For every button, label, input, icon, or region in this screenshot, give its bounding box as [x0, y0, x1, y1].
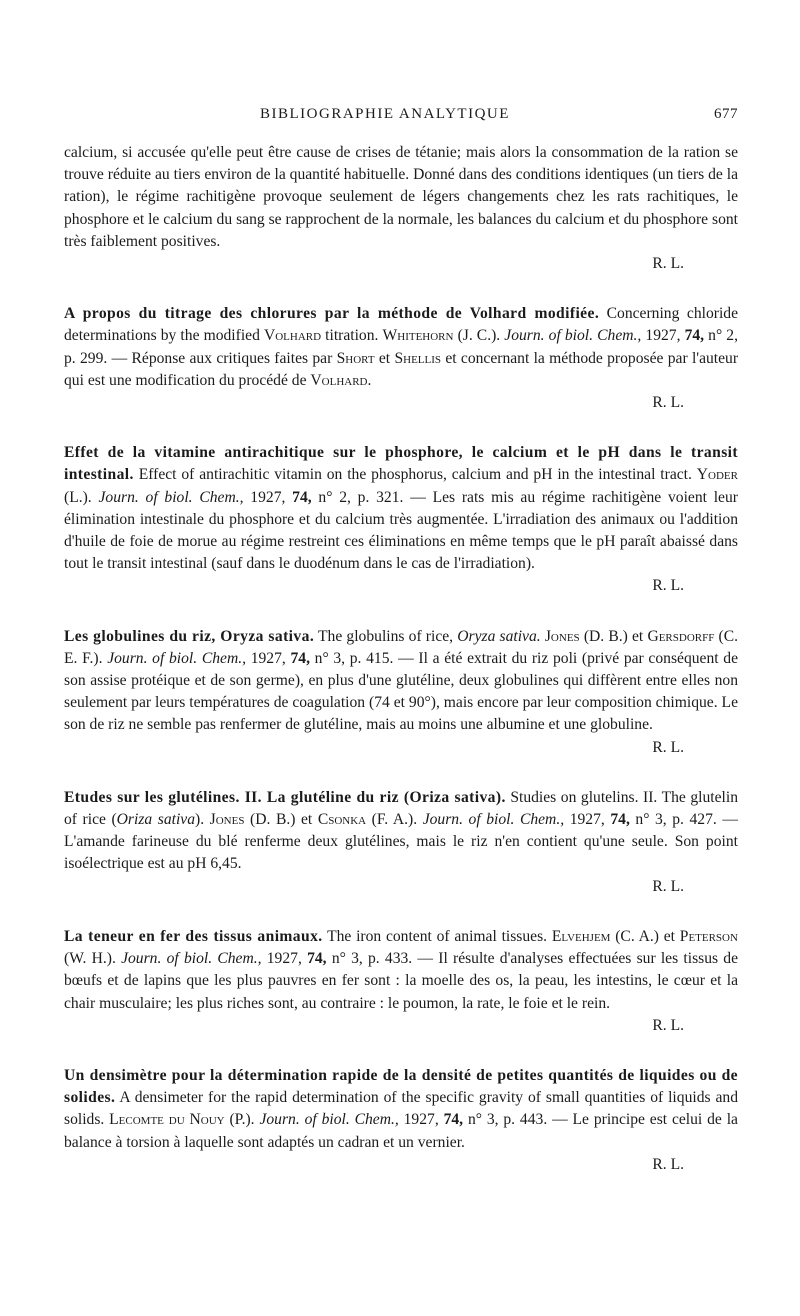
entry-issue: n° 2, p. 321. — — [318, 488, 426, 506]
bibliography-entry — [64, 303, 738, 414]
page — [64, 0, 738, 1316]
entry-author: Peterson — [679, 927, 738, 945]
entry-volume: 74, — [292, 488, 312, 506]
entry-issue: n° 3, p. 433. — — [331, 950, 434, 968]
entry-initials: (P.). — [229, 1111, 255, 1129]
entry-initials: (C. E. F.). — [64, 627, 739, 667]
entry-title — [64, 789, 506, 806]
bibliography-entry-continuation — [64, 142, 738, 275]
entry-signature: R. L. — [652, 738, 684, 756]
entry-english-title: A densimeter for the rapid determination of the specific gravity of small quantities of liquids and solids. — [64, 1089, 739, 1129]
bibliography-entry — [64, 926, 738, 1037]
entry-author: Gersdorff — [647, 627, 715, 645]
entry-signature: R. L. — [652, 877, 684, 895]
entry-volume: 74, — [610, 811, 630, 829]
entry-body: Réponse aux critiques faites par — [131, 349, 333, 367]
entry-initials: (L.). — [64, 488, 92, 506]
entry-signature: R. L. — [652, 1155, 684, 1173]
entry-author: Csonka — [317, 811, 367, 829]
entry-title-part: Les globulines du riz, — [64, 627, 216, 645]
entry-body: Le principe est celui de la balance à torsion à laquelle sont adaptés un cadran et un vernier. — [64, 1111, 738, 1151]
entry-english-title: The globulins of rice, — [318, 627, 454, 645]
entry-signature: R. L. — [652, 1016, 684, 1034]
entry-initials: (F. A.). — [371, 811, 418, 829]
entry-initials: (J. C.). — [457, 327, 501, 345]
bibliography-entry — [64, 442, 738, 597]
entry-author-cited: Shellis — [394, 349, 442, 367]
entry-body: Les rats mis au régime rachitigène voient leur élimination intestinale du phosphore et du calcium très augmentée. L'irradiation des animaux ou l'addition d'huile de foie de morue au régime restreint ces éliminations en même temps que le pH paraît abaissé dans tout le transit intestinal (sauf dans le duodénum dans le cas de l'irradiation). — [64, 488, 738, 573]
entry-journal: Journ. of biol. Chem., — [98, 488, 244, 506]
bibliography-content — [64, 142, 738, 1176]
bibliography-entry — [64, 626, 738, 759]
entry-signature: R. L. — [652, 577, 684, 595]
entry-english-species: Oriza sativa — [116, 811, 196, 829]
entry-body: L'amande farineuse du blé renferme deux glutélines, mais le riz n'en contient qu'une seule. Son point isoélectrique est au pH 6,45. — [64, 833, 738, 873]
running-title: BIBLIOGRAPHIE ANALYTIQUE — [260, 106, 510, 122]
entry-issue: n° 3, p. 415. — — [314, 649, 414, 667]
entry-author: Elvehjem — [551, 927, 611, 945]
entry-year: 1927, — [266, 950, 302, 968]
entry-title: A propos du titrage des chlorures par la méthode de Volhard modifiée. — [64, 305, 600, 323]
entry-journal: Journ. of biol. Chem., — [107, 649, 247, 667]
bibliography-entry — [64, 1065, 738, 1176]
entry-issue: n° 2, p. 299. — — [64, 327, 738, 367]
entry-initials: (C. A.) et — [615, 927, 675, 945]
entry-initials: (D. B.) et — [250, 811, 313, 829]
entry-title-part: Etudes sur les glutélines. II. La glutéline du riz ( — [64, 788, 410, 806]
entry-year: 1927, — [403, 1111, 439, 1129]
entry-english-tail: titration. — [325, 327, 379, 345]
entry-issue: n° 3, p. 427. — — [635, 811, 738, 829]
entry-author: Lecomte du Nouy — [109, 1111, 225, 1129]
entry-body: Il résulte d'analyses effectuées sur les tissus de bœufs et de lapins que les plus pauvres en fer sont : la moelle des os, la peau, les intestins, le cœur et la chair musculaire; les plus riches sont, au contraire : le poumon, la rate, le foie et le rein. — [64, 950, 739, 1012]
entry-body: et — [378, 349, 391, 367]
entry-body: Il a été extrait du riz poli (privé par conséquent de son assise protéique et de son germe), en plus d'une glutéline, deux globulines qui diffèrent entre elles non seulement par leurs températures de coagulation (74 et 90°), mais encore par leur composition chimique. Le son de riz ne semble pas renfermer de glutéline, mais au moins une albumine et une globuline. — [64, 649, 738, 734]
entry-english-title: Effect of antirachitic vitamin on the phosphorus, calcium and pH in the intestinal tract. — [138, 466, 692, 484]
entry-journal: Journ. of biol. Chem., — [121, 950, 262, 968]
entry-title-species: Oriza sativa — [409, 788, 496, 806]
entry-title-part: ). — [495, 788, 506, 806]
entry-body: et concernant la méthode proposée par l'auteur qui est une modification du procédé de — [64, 349, 739, 389]
entry-year: 1927, — [250, 649, 286, 667]
entry-year: 1927, — [250, 488, 286, 506]
entry-english-title: Concerning chloride determinations by the modified — [64, 305, 738, 345]
entry-author: Jones — [544, 627, 580, 645]
entry-year: 1927, — [569, 811, 605, 829]
entry-journal: Journ. of biol. Chem., — [422, 811, 565, 829]
entry-year: 1927, — [645, 327, 681, 345]
entry-initials: (W. H.). — [64, 950, 116, 968]
entry-volume: 74, — [443, 1111, 464, 1129]
entry-volume: 74, — [684, 327, 705, 345]
entry-issue: n° 3, p. 443. — — [467, 1111, 568, 1129]
entry-english-species: Oryza sativa. — [457, 627, 541, 645]
entry-body: calcium, si accusée qu'elle peut être cause de crises de tétanie; mais alors la consommation de la ration se trouve réduite au tiers environ de la quantité habituelle. Donné dans des conditions identiques (un tiers de la ration), le régime rachitigène provoque seulement de légers changements chez les rats rachitiques, le phosphore et le calcium du sang se rapprochent de la normale, les balances du calcium et du phosphore sont très faiblement positives. — [64, 144, 738, 250]
entry-english-title: The iron content of animal tissues. — [327, 927, 548, 945]
entry-english-part: Studies on glutelins. II. The glutelin of rice ( — [64, 788, 738, 829]
running-header — [64, 106, 738, 128]
entry-title: Effet de la vitamine antirachitique sur le phosphore, le calcium et le pH dans le transit intestinal. — [64, 444, 738, 484]
entry-english-part: ). — [195, 811, 205, 829]
entry-volume: 74, — [307, 950, 327, 968]
entry-title — [64, 628, 314, 645]
entry-author: Yoder — [696, 466, 738, 484]
entry-title: Un densimètre pour la détermination rapide de la densité de petites quantités de liquides ou de solides. — [64, 1066, 738, 1107]
entry-initials: (D. B.) et — [583, 627, 644, 645]
entry-volume: 74, — [290, 649, 310, 667]
page-number: 677 — [714, 106, 738, 122]
entry-author-cited: Volhard. — [310, 371, 372, 389]
entry-english-author: Volhard — [263, 327, 322, 345]
entry-signature: R. L. — [652, 255, 684, 273]
entry-author: Whitehorn — [382, 327, 454, 345]
entry-journal: Journ. of biol. Chem., — [504, 327, 642, 345]
bibliography-entry — [64, 787, 738, 898]
entry-journal: Journ. of biol. Chem., — [259, 1111, 399, 1129]
entry-signature: R. L. — [652, 394, 684, 412]
entry-title-species: Oryza sativa. — [220, 627, 315, 645]
entry-author: Jones — [209, 811, 245, 829]
entry-title: La teneur en fer des tissus animaux. — [64, 927, 323, 945]
entry-author-cited: Short — [336, 349, 375, 367]
